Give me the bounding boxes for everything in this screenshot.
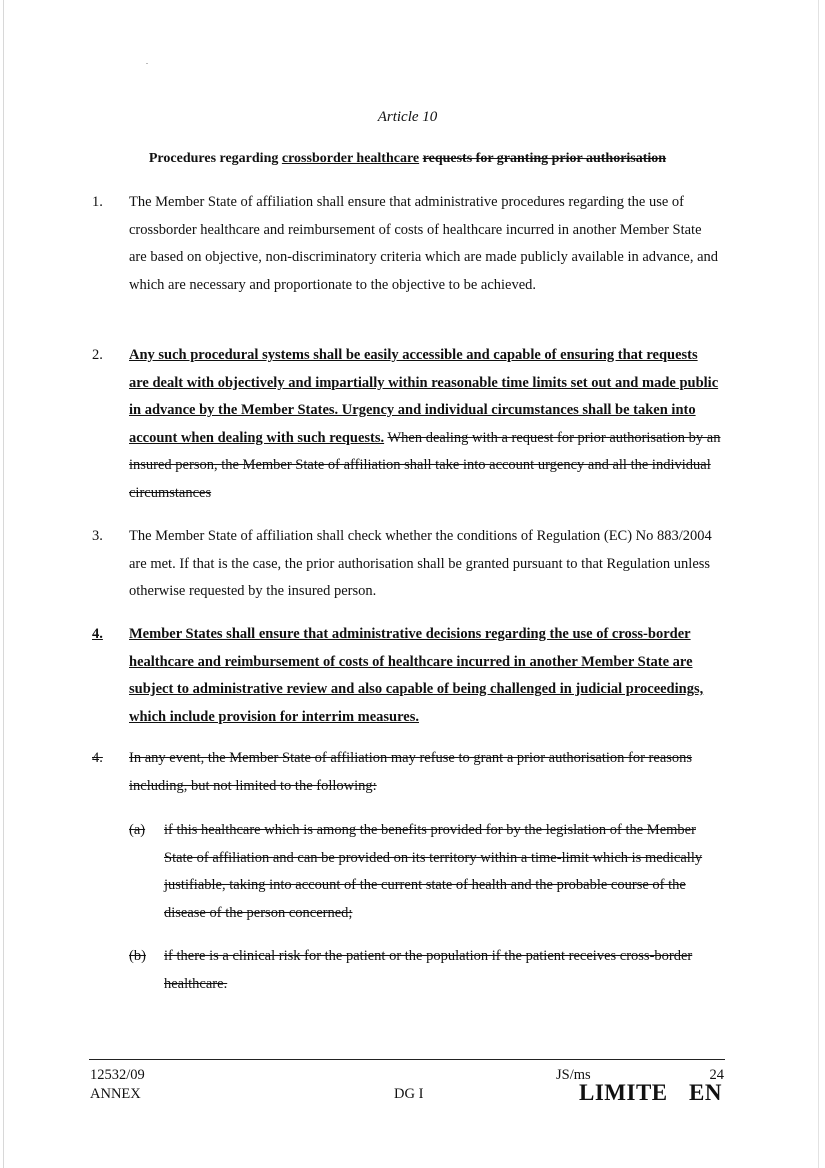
scan-speck — [146, 63, 148, 64]
footer-dg: DG I — [394, 1086, 424, 1102]
item-number: 2. — [92, 347, 103, 363]
article-title: Article 10 — [377, 109, 438, 125]
footer-classification: LIMITE — [579, 1080, 668, 1105]
item-number: 3. — [92, 528, 103, 544]
item-added-text: Any such procedural systems shall be easily accessible and capable of ensuring that requests are dealt with objectively and impartially within reasonable time limits set out and made public in advance by the Member States. Urgency and individual circumstances shall be taken into account when dealing with such requests. — [129, 347, 719, 446]
footer-annex: ANNEX — [90, 1086, 141, 1102]
article-heading — [0, 149, 815, 169]
item-deleted-text: When dealing with a request for prior authorisation by an insured person, the Member State of affiliation shall take into account urgency and all the individual circumstances — [129, 429, 721, 501]
item-text: The Member State of affiliation shall ensure that administrative procedures regarding the use of crossborder healthcare and reimbursement of costs of healthcare incurred in another Member State are based on objective, non-discriminatory criteria which are made publicly available in advance, and which are necessary and proportionate to the objective to be achieved. — [129, 194, 719, 293]
footer-initials: JS/ms — [556, 1067, 591, 1083]
item-number: 4. — [92, 750, 103, 766]
item-text: The Member State of affiliation shall check whether the conditions of Regulation (EC) No 883/2004 are met. If that is the case, the prior authorisation shall be granted pursuant to that Regulation unless otherwise requested by the insured person. — [129, 528, 712, 599]
heading-added: crossborder healthcare — [281, 151, 420, 166]
footer-page-number: 24 — [709, 1067, 724, 1083]
footer-rule — [89, 1059, 725, 1060]
item-text — [129, 342, 721, 507]
item-added-text: Member States shall ensure that administrative decisions regarding the use of cross-border healthcare and reimbursement of costs of healthcare incurred in another Member State are subject to administrative review and also capable of being challenged in judicial proceedings, which include provision for interrim measures. — [129, 626, 704, 725]
footer-language: EN — [689, 1080, 722, 1105]
item-number: 1. — [92, 194, 103, 210]
subitem-label: (a) — [129, 822, 146, 838]
footer-doc-number: 12532/09 — [90, 1067, 145, 1083]
item-deleted-text: In any event, the Member State of affiliation may refuse to grant a prior authorisation for reasons including, but not limited to the following: — [129, 750, 693, 794]
item-number: 4. — [92, 626, 103, 642]
scan-edge-left — [3, 0, 4, 1168]
heading-deleted: requests for granting prior authorisation — [422, 151, 667, 166]
scan-edge-right — [818, 0, 819, 1168]
subitem-deleted-text: if there is a clinical risk for the patient or the population if the patient receives cross-border healthcare. — [164, 948, 693, 992]
subitem-label: (b) — [129, 948, 146, 964]
subitem-deleted-text: if this healthcare which is among the benefits provided for by the legislation of the Member State of affiliation and can be provided on its territory within a time-limit which is medically justifiable, taking into account of the current state of health and the probable course of the disease of the person concerned; — [164, 822, 703, 921]
heading-plain: Procedures regarding — [148, 151, 282, 166]
